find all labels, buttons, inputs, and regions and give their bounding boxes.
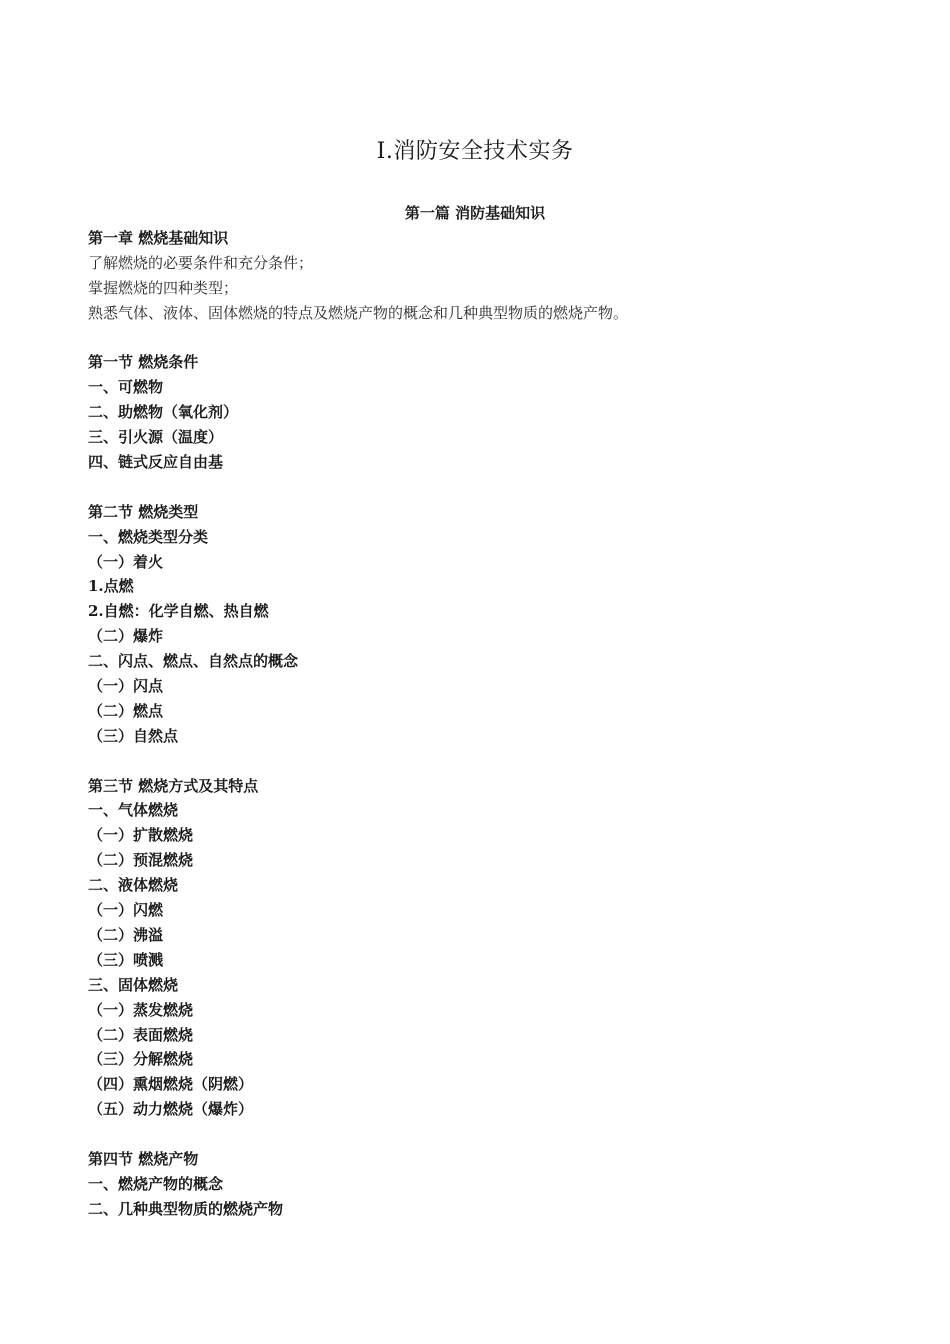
chapter-objective: 掌握燃烧的四种类型； — [88, 278, 239, 297]
outline-item: （一）闪燃 — [88, 901, 164, 920]
outline-item: （一）着火 — [88, 552, 164, 571]
outline-item: （二）燃点 — [88, 701, 164, 720]
outline-item: 一、可燃物 — [88, 378, 164, 397]
outline-item: （二）沸溢 — [88, 925, 164, 944]
outline-item: 1.点燃 — [88, 577, 134, 596]
outline-item: 二、液体燃烧 — [88, 876, 179, 895]
outline-item: 2.自燃：化学自燃、热自燃 — [88, 602, 269, 621]
outline-item: 三、固体燃烧 — [88, 975, 179, 994]
chapter-objective: 了解燃烧的必要条件和充分条件； — [88, 253, 314, 272]
outline-item: （一）蒸发燃烧 — [88, 1000, 194, 1019]
document-content — [88, 226, 868, 1222]
outline-item: （一）闪点 — [88, 677, 164, 696]
outline-item: （五）动力燃烧（爆炸） — [88, 1100, 254, 1119]
outline-item: 一、燃烧产物的概念 — [88, 1174, 224, 1193]
outline-item: 二、几种典型物质的燃烧产物 — [88, 1199, 284, 1218]
outline-item: （二）表面燃烧 — [88, 1025, 194, 1044]
document-title: Ⅰ.消防安全技术实务 — [376, 139, 574, 164]
outline-item: 二、助燃物（氧化剂） — [88, 403, 239, 422]
outline-item: 二、闪点、燃点、自然点的概念 — [88, 652, 299, 671]
outline-item: 一、气体燃烧 — [88, 801, 179, 820]
outline-item: （四）熏烟燃烧（阴燃） — [88, 1075, 254, 1094]
outline-item: （二）预混燃烧 — [88, 851, 194, 870]
part-title: 第一篇 消防基础知识 — [404, 204, 546, 222]
outline-item: （三）分解燃烧 — [88, 1050, 194, 1069]
section-heading: 第三节 燃烧方式及其特点 — [88, 776, 259, 795]
spacer — [88, 475, 868, 500]
outline-item: 四、链式反应自由基 — [88, 453, 224, 472]
section-heading: 第四节 燃烧产物 — [88, 1149, 199, 1168]
section-heading: 第一节 燃烧条件 — [88, 353, 199, 372]
outline-item: （三）自然点 — [88, 726, 179, 745]
chapter-heading: 第一章 燃烧基础知识 — [88, 229, 229, 247]
outline-item: 一、燃烧类型分类 — [88, 527, 209, 546]
spacer — [88, 1122, 868, 1147]
section-heading: 第二节 燃烧类型 — [88, 502, 199, 521]
outline-item: （三）喷溅 — [88, 950, 164, 969]
spacer — [88, 749, 868, 774]
spacer — [88, 326, 868, 351]
outline-item: 三、引火源（温度） — [88, 428, 224, 447]
outline-item: （一）扩散燃烧 — [88, 826, 194, 845]
chapter-objective: 熟悉气体、液体、固体燃烧的特点及燃烧产物的概念和几种典型物质的燃烧产物。 — [88, 303, 629, 322]
outline-item: （二）爆炸 — [88, 627, 164, 646]
